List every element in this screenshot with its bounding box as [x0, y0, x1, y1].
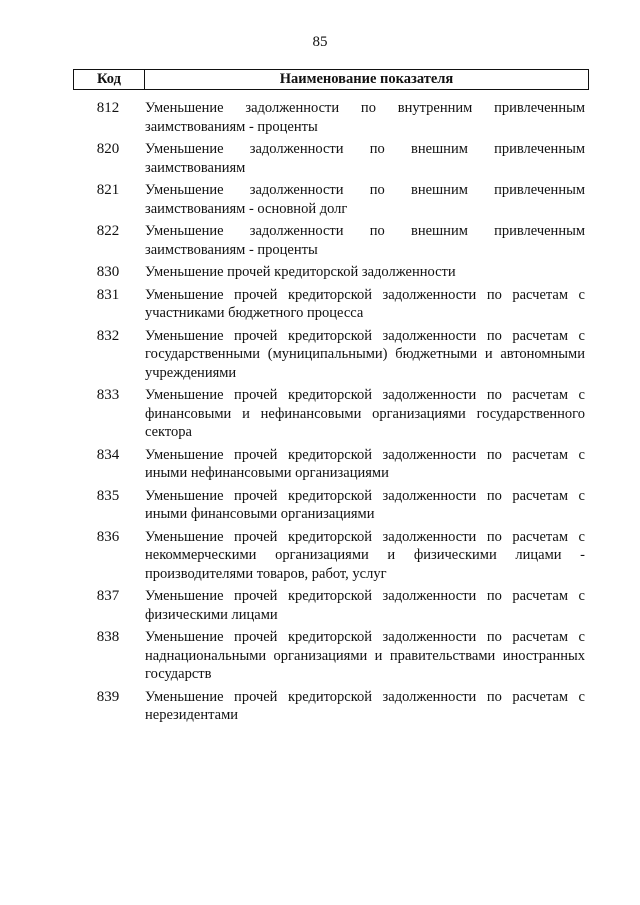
- row-code: 836: [96, 528, 120, 545]
- row-code: 834: [96, 446, 120, 463]
- row-code: 831: [96, 286, 120, 303]
- row-name: Уменьшение прочей кредиторской задолженности по расчетам с участниками бюджетного процесса: [145, 286, 585, 321]
- row-name: Уменьшение прочей кредиторской задолженности по расчетам с некоммерческими организациями и физическими лицами - производителями товаров, работ, услуг: [145, 528, 585, 582]
- table-row: [73, 685, 589, 725]
- table-row: [73, 525, 589, 584]
- row-code: 830: [96, 264, 120, 280]
- table-row: [73, 178, 589, 218]
- row-name: Уменьшение задолженности по внешним привлеченным заимствованиям - основной долг: [145, 182, 585, 217]
- row-code: 835: [96, 487, 120, 504]
- table-body: [73, 96, 589, 726]
- table-row: [73, 625, 589, 684]
- row-name: Уменьшение прочей кредиторской задолженности по расчетам с финансовыми и нефинансовыми организациями государственного сектора: [145, 387, 585, 440]
- row-code: 820: [96, 141, 120, 157]
- table-row: [73, 260, 589, 282]
- row-code: 839: [96, 688, 120, 705]
- table-row: [73, 484, 589, 524]
- row-name: Уменьшение прочей кредиторской задолженности по расчетам с иными финансовыми организациями: [145, 487, 585, 522]
- table-row: [73, 443, 589, 483]
- row-code: 812: [96, 100, 120, 116]
- row-name: Уменьшение прочей кредиторской задолженности: [145, 264, 456, 280]
- row-code: 821: [96, 182, 120, 198]
- row-code: 837: [96, 588, 120, 604]
- table-row: [73, 96, 589, 136]
- row-name: Уменьшение прочей кредиторской задолженности по расчетам с физическими лицами: [145, 588, 585, 623]
- row-code: 833: [96, 387, 120, 403]
- table-row: [73, 137, 589, 177]
- table-row: [73, 283, 589, 323]
- table-header: [73, 69, 589, 90]
- row-name: Уменьшение задолженности по внутренним привлеченным заимствованиям - проценты: [145, 100, 585, 135]
- name-column-header: Наименование показателя: [279, 71, 454, 87]
- row-name: Уменьшение прочей кредиторской задолженности по расчетам с наднациональными организациями и правительствами иностранных государств: [145, 629, 585, 682]
- code-column-header: Код: [74, 70, 145, 89]
- row-name: Уменьшение прочей кредиторской задолженности по расчетам с иными нефинансовыми организациями: [145, 446, 585, 481]
- row-name: Уменьшение прочей кредиторской задолженности по расчетам с нерезидентами: [145, 688, 585, 723]
- row-code: 832: [96, 327, 120, 344]
- page-number: 85: [312, 34, 328, 50]
- table-row: [73, 219, 589, 259]
- table-row: [73, 584, 589, 624]
- row-name: Уменьшение задолженности по внешним привлеченным заимствованиям - проценты: [145, 223, 585, 258]
- table-row: [73, 324, 589, 383]
- row-code: 822: [96, 223, 120, 239]
- row-code: 838: [96, 629, 120, 645]
- row-name: Уменьшение задолженности по внешним привлеченным заимствованиям: [145, 141, 585, 176]
- row-name: Уменьшение прочей кредиторской задолженности по расчетам с государственными (муниципальными) бюджетными и автономными учреждениями: [145, 327, 585, 381]
- table-row: [73, 383, 589, 442]
